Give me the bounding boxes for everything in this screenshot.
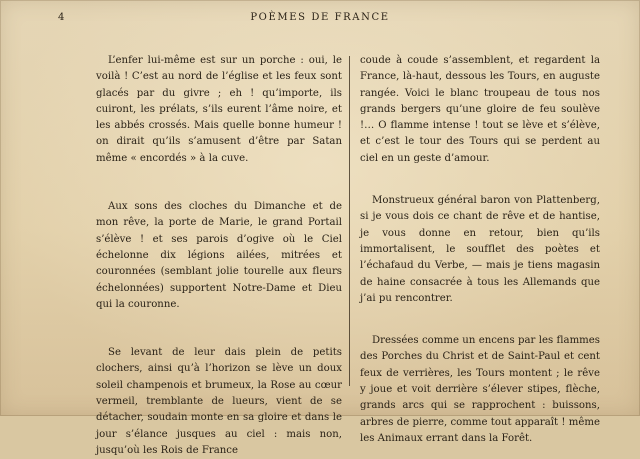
column-divider bbox=[349, 56, 350, 386]
paragraph-spacer bbox=[360, 307, 600, 333]
paragraph-spacer bbox=[96, 313, 342, 345]
left-column bbox=[96, 53, 342, 459]
left-paragraph-1: L’enfer lui-même est sur un porche : oui, le voilà ! C’est au nord de l’église et les feux sont glacés par du givre ; eh ! qu’importe, ils cuiront, les prélats, s’ils eurent l’âme noire, et les abbés crossés. Mais quelle bonne humeur ! on dirait qu’ils s’amusent d’être par Satan même « encordés » à la cuve. bbox=[96, 55, 342, 164]
page-header bbox=[0, 12, 640, 32]
right-paragraph-2: Monstrueux général baron von Plattenberg, si je vous dois ce chant de rêve et de hantise, je vous donne en retour, bien qu’ils immortalisent, le soufflet des poètes et l’échafaud du Verbe, — mais je tiens magasin de haine consacrée à tous les Allemands que j’ai pu rencontrer. bbox=[360, 195, 600, 304]
right-paragraph-1: coude à coude s’assemblent, et regardent la France, là-haut, dessous les Tours, en auguste rangée. Voici le blanc troupeau de tous nos grands bergers qu’une gloire de feu soulève !… O flamme intense ! tout se lève et s’élève, et c’est le tour des Tours qui se perdent au ciel en un geste d’amour. bbox=[360, 55, 600, 164]
paragraph-spacer bbox=[360, 167, 600, 193]
paragraph-spacer bbox=[96, 167, 342, 199]
page-number: 4 bbox=[58, 12, 65, 23]
right-paragraph-3: Dressées comme un encens par les flammes des Porches du Christ et de Saint-Paul et cent feux de verrières, les Tours montent ; le rêve y joue et voit derrière s’élever stipes, flèche, grands arcs qui se rapprochent : buissons, arbres de pierre, comme tout apparaît ! même les Animaux errant dans la Forêt. bbox=[360, 335, 600, 444]
running-title: POÈMES DE FRANCE bbox=[250, 12, 390, 23]
left-paragraph-2: Aux sons des cloches du Dimanche et de mon rêve, la porte de Marie, le grand Portail s’élève ! et ses parois d’ogive où le Ciel échelonne dix légions ailées, mitrées et couronnées (semblant jolie tourelle aux fleurs échelonnées) supportent Notre-Dame et Dieu qui la couronne. bbox=[96, 201, 342, 310]
right-column bbox=[360, 53, 600, 447]
left-paragraph-3: Se levant de leur dais plein de petits clochers, ainsi qu’à l’horizon se lève un doux soleil champenois et brumeux, la Rose au cœur vermeil, tremblante de lueurs, vient de se détacher, soudain monte en sa gloire et dans le jour s’élance jusques au ciel : mais non, jusqu’où les Rois de France bbox=[96, 347, 342, 456]
